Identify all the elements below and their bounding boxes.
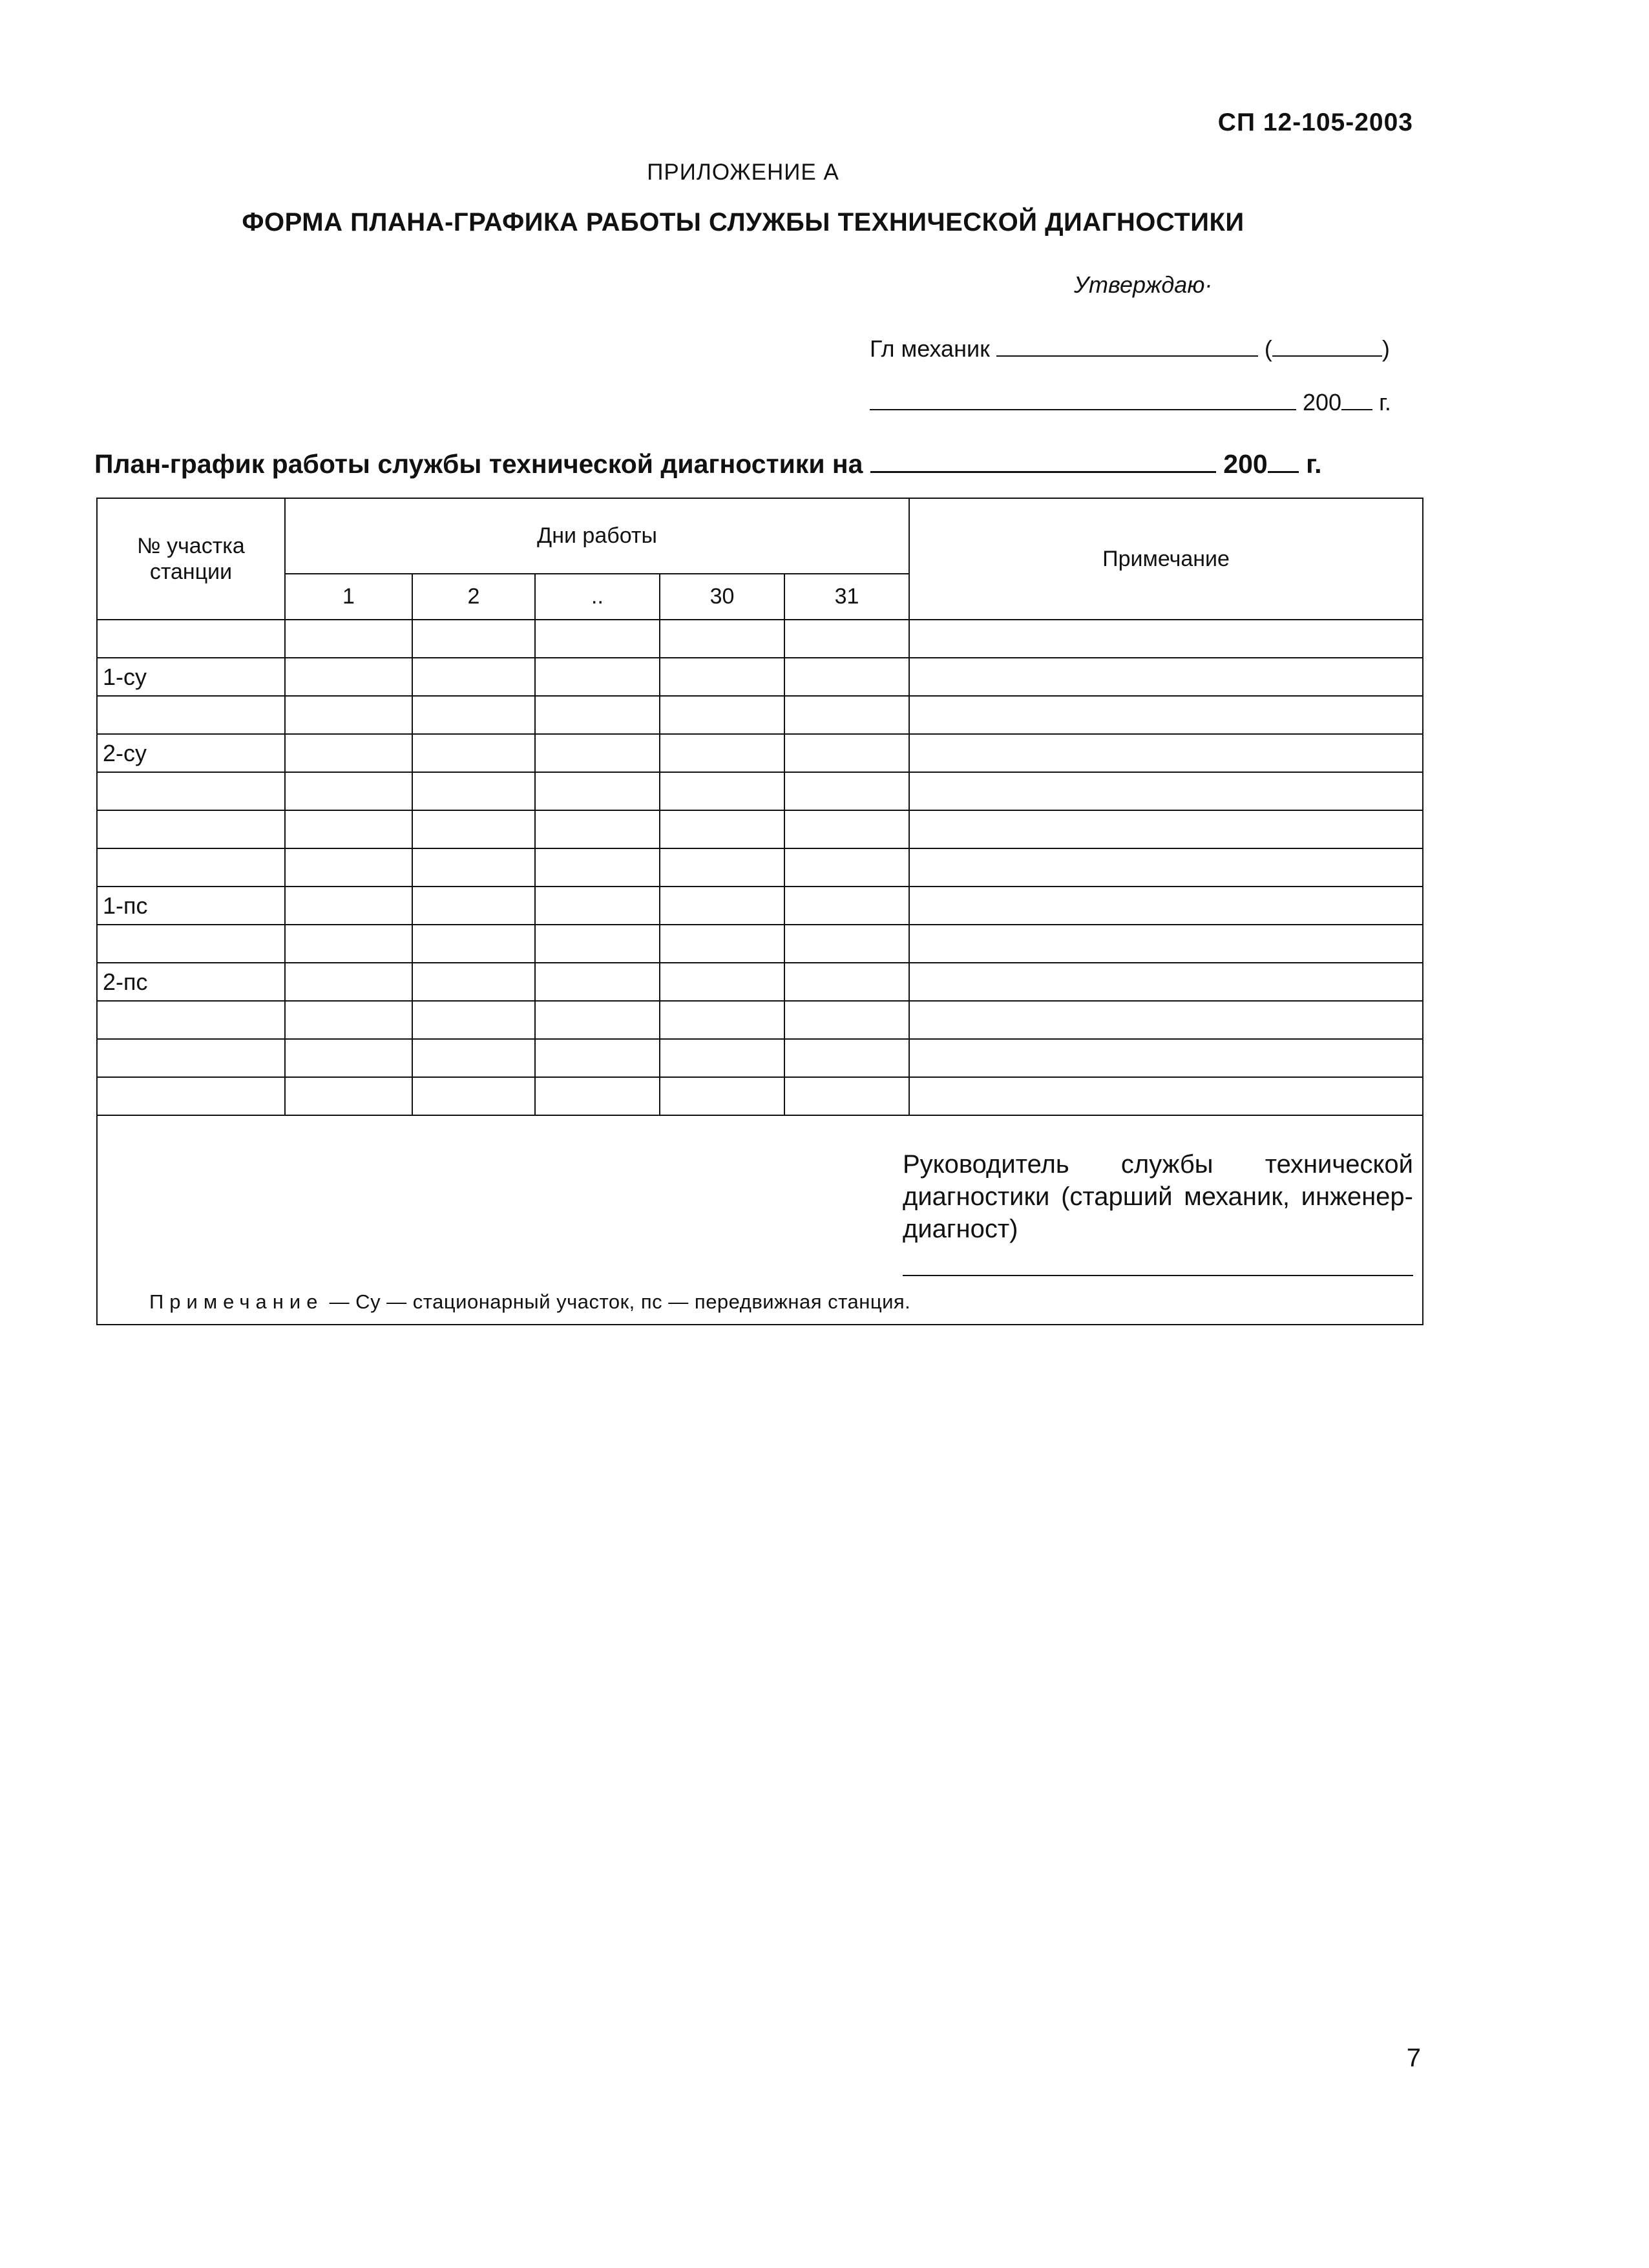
note-cell[interactable] <box>909 887 1423 925</box>
chief-mechanic-label: Гл механик <box>870 335 990 362</box>
table-row <box>97 925 1423 963</box>
day-cell[interactable] <box>285 963 412 1001</box>
day-header: 2 <box>412 574 535 620</box>
day-cell[interactable] <box>285 810 412 848</box>
day-cell[interactable] <box>412 658 535 696</box>
note-cell[interactable] <box>909 620 1423 658</box>
day-cell[interactable] <box>412 963 535 1001</box>
approval-year-line <box>1341 408 1372 410</box>
document-code: СП 12-105-2003 <box>1217 109 1413 136</box>
note-cell[interactable] <box>909 1039 1423 1077</box>
station-column-header: № участка станции <box>97 498 285 620</box>
station-cell[interactable]: 1-су <box>97 658 285 696</box>
note-cell[interactable] <box>909 925 1423 963</box>
signer-signature-line <box>903 1275 1413 1276</box>
day-cell[interactable] <box>784 887 909 925</box>
open-paren: ( <box>1264 335 1272 362</box>
day-cell[interactable] <box>412 1077 535 1115</box>
day-header: 30 <box>660 574 784 620</box>
day-cell[interactable] <box>535 1077 660 1115</box>
day-cell[interactable] <box>412 696 535 734</box>
table-row <box>97 1001 1423 1039</box>
approval-date-row <box>870 389 1391 416</box>
day-cell[interactable] <box>285 848 412 887</box>
day-cell[interactable] <box>412 620 535 658</box>
day-cell[interactable] <box>535 658 660 696</box>
station-cell[interactable] <box>97 1039 285 1077</box>
day-cell[interactable] <box>535 696 660 734</box>
day-cell[interactable] <box>412 887 535 925</box>
day-cell[interactable] <box>535 1001 660 1039</box>
day-cell[interactable] <box>784 963 909 1001</box>
note-cell[interactable] <box>909 963 1423 1001</box>
table-row <box>97 848 1423 887</box>
approve-label: Утверждаю· <box>1074 271 1213 298</box>
table-row <box>97 1077 1423 1115</box>
day-cell[interactable] <box>412 734 535 772</box>
day-cell[interactable] <box>660 658 784 696</box>
table-row <box>97 734 1423 772</box>
day-cell[interactable] <box>660 734 784 772</box>
day-cell[interactable] <box>412 925 535 963</box>
day-header: 1 <box>285 574 412 620</box>
name-line <box>1272 355 1382 357</box>
day-cell[interactable] <box>784 1077 909 1115</box>
day-cell[interactable] <box>412 772 535 810</box>
page-number: 7 <box>1406 2044 1421 2072</box>
note-cell[interactable] <box>909 1001 1423 1039</box>
station-cell[interactable] <box>97 810 285 848</box>
day-cell[interactable] <box>660 696 784 734</box>
day-header: .. <box>535 574 660 620</box>
day-cell[interactable] <box>535 620 660 658</box>
station-cell[interactable] <box>97 1077 285 1115</box>
day-cell[interactable] <box>660 810 784 848</box>
appendix-label: ПРИЛОЖЕНИЕ А <box>647 160 839 185</box>
day-cell[interactable] <box>784 925 909 963</box>
station-cell[interactable] <box>97 772 285 810</box>
note-cell[interactable] <box>909 810 1423 848</box>
signer-text: Руководитель службы технической диагностики (старший механик, инженер-диагност) <box>903 1150 1413 1243</box>
plan-period-line <box>870 470 1216 473</box>
footnote-label: Примечание <box>149 1290 324 1313</box>
day-cell[interactable] <box>660 925 784 963</box>
plan-year-line <box>1268 470 1299 473</box>
day-cell[interactable] <box>784 734 909 772</box>
day-cell[interactable] <box>660 963 784 1001</box>
days-column-header: Дни работы <box>285 498 909 574</box>
day-cell[interactable] <box>784 1039 909 1077</box>
day-cell[interactable] <box>784 696 909 734</box>
day-cell[interactable] <box>412 848 535 887</box>
day-cell[interactable] <box>784 620 909 658</box>
day-cell[interactable] <box>412 810 535 848</box>
table-footer <box>97 1115 1423 1325</box>
station-cell[interactable] <box>97 925 285 963</box>
signature-line <box>996 355 1258 357</box>
day-cell[interactable] <box>535 810 660 848</box>
day-cell[interactable] <box>285 734 412 772</box>
table-row <box>97 963 1423 1001</box>
note-cell[interactable] <box>909 848 1423 887</box>
close-paren: ) <box>1381 335 1390 362</box>
day-cell[interactable] <box>285 1077 412 1115</box>
plan-year-prefix: 200 <box>1223 449 1268 479</box>
note-cell[interactable] <box>909 1077 1423 1115</box>
note-cell[interactable] <box>909 772 1423 810</box>
approval-date-line <box>870 408 1296 410</box>
day-cell[interactable] <box>535 887 660 925</box>
day-cell[interactable] <box>660 1077 784 1115</box>
day-cell[interactable] <box>660 1001 784 1039</box>
plan-year-suffix: г. <box>1306 449 1322 479</box>
day-cell[interactable] <box>660 1039 784 1077</box>
day-cell[interactable] <box>784 848 909 887</box>
day-cell[interactable] <box>784 772 909 810</box>
form-title: ФОРМА ПЛАНА-ГРАФИКА РАБОТЫ СЛУЖБЫ ТЕХНИЧЕСКОЙ ДИАГНОСТИКИ <box>242 208 1245 236</box>
day-cell[interactable] <box>412 1001 535 1039</box>
day-cell[interactable] <box>285 1039 412 1077</box>
day-cell[interactable] <box>660 848 784 887</box>
station-cell[interactable] <box>97 620 285 658</box>
note-cell[interactable] <box>909 696 1423 734</box>
footnote <box>149 1290 910 1314</box>
station-cell[interactable]: 1-пс <box>97 887 285 925</box>
day-cell[interactable] <box>535 1039 660 1077</box>
day-cell[interactable] <box>535 963 660 1001</box>
day-cell[interactable] <box>285 887 412 925</box>
note-column-header: Примечание <box>909 498 1423 620</box>
table-row <box>97 696 1423 734</box>
chief-mechanic-row <box>870 335 1390 362</box>
table-row <box>97 887 1423 925</box>
day-cell[interactable] <box>535 734 660 772</box>
plan-title-row <box>94 449 1322 479</box>
table-row <box>97 658 1423 696</box>
station-cell[interactable] <box>97 696 285 734</box>
station-cell[interactable] <box>97 1001 285 1039</box>
station-cell[interactable]: 2-пс <box>97 963 285 1001</box>
day-cell[interactable] <box>535 848 660 887</box>
day-cell[interactable] <box>660 887 784 925</box>
schedule-table <box>96 498 1423 1325</box>
table-row <box>97 772 1423 810</box>
day-cell[interactable] <box>285 658 412 696</box>
day-cell[interactable] <box>660 620 784 658</box>
day-cell[interactable] <box>660 772 784 810</box>
table-row <box>97 620 1423 658</box>
day-cell[interactable] <box>285 696 412 734</box>
day-cell[interactable] <box>285 1001 412 1039</box>
note-cell[interactable] <box>909 734 1423 772</box>
approval-year-prefix: 200 <box>1303 389 1342 415</box>
day-header: 31 <box>784 574 909 620</box>
day-cell[interactable] <box>285 772 412 810</box>
note-cell[interactable] <box>909 658 1423 696</box>
approval-year-suffix: г. <box>1379 389 1391 415</box>
day-cell[interactable] <box>285 925 412 963</box>
station-cell[interactable]: 2-су <box>97 734 285 772</box>
day-cell[interactable] <box>784 658 909 696</box>
footnote-text: — Су — стационарный участок, пс — передвижная станция. <box>329 1290 911 1313</box>
table-row <box>97 1039 1423 1077</box>
day-cell[interactable] <box>285 620 412 658</box>
day-cell[interactable] <box>784 1001 909 1039</box>
station-cell[interactable] <box>97 848 285 887</box>
day-cell[interactable] <box>535 925 660 963</box>
day-cell[interactable] <box>535 772 660 810</box>
table-row <box>97 810 1423 848</box>
day-cell[interactable] <box>784 810 909 848</box>
plan-title: План-график работы службы технической диагностики на <box>94 449 863 479</box>
day-cell[interactable] <box>412 1039 535 1077</box>
